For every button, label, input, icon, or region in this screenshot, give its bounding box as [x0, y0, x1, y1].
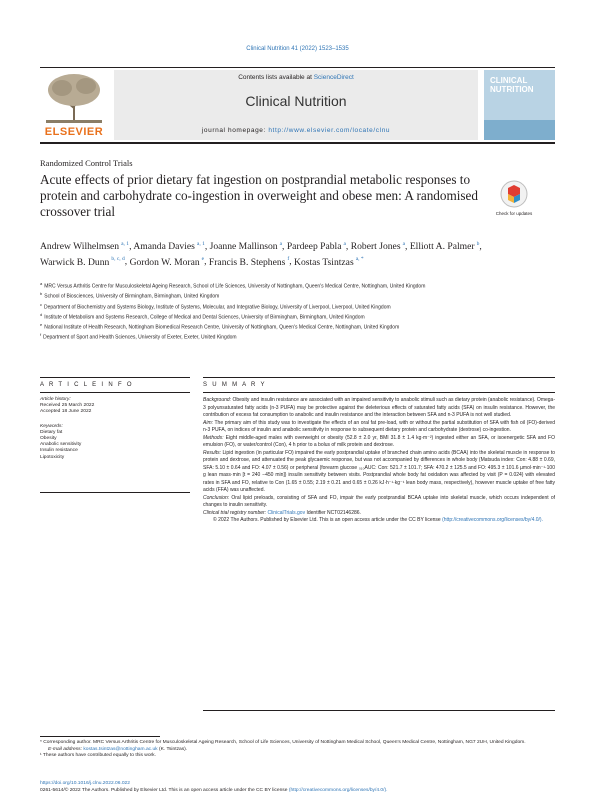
affiliation-text: School of Biosciences, University of Birmingham, Birmingham, United Kingdom [44, 293, 220, 300]
summary-sub-rule [203, 392, 555, 393]
affiliation-marker: f [40, 332, 42, 338]
conclusion-label: Conclusion: [203, 494, 230, 501]
sciencedirect-link[interactable]: ScienceDirect [313, 74, 354, 81]
contents-prefix: Contents lists available at [238, 74, 314, 81]
email-suffix: (K. Tsintzas). [159, 746, 188, 752]
author-name[interactable] [40, 241, 129, 252]
author-name[interactable] [287, 241, 346, 252]
conclusion-text: Oral lipid preloads, consisting of SFA and FO, impair the early postprandial BCAA uptake into skeletal muscle, which occurs independent of changes to insulin sensitivity. [203, 494, 555, 508]
author-name[interactable] [209, 257, 289, 268]
doi-link[interactable]: https://doi.org/10.1016/j.clnu.2022.06.022 [40, 781, 131, 786]
author-name[interactable] [40, 257, 125, 268]
affiliation-text: MRC Versus Arthritis Centre for Musculoskeletal Ageing Research, School of Life Sciences, University of Nottingham, Queen's Medical Centre, Nottingham, United Kingdom [44, 283, 426, 290]
author-name-text: Elliott A. Palmer [409, 241, 475, 253]
author-name-text: Kostas Tsintzas [294, 256, 354, 268]
registry-id: Identifier NCT02146286. [306, 509, 361, 516]
affiliation-list [40, 281, 510, 343]
article-info-bottom-rule [40, 492, 190, 493]
article-info [40, 397, 190, 461]
keyword-item: Obesity [40, 436, 57, 442]
aim-label: Aim: [203, 419, 213, 426]
footnotes [40, 740, 555, 760]
summary-background [203, 397, 555, 420]
author-affiliation-marker[interactable]: a, 1 [196, 241, 205, 247]
author-affiliation-marker[interactable]: a [343, 241, 346, 247]
summary-registry [203, 510, 555, 518]
affiliation-item [40, 322, 510, 331]
cover-title: CLINICAL NUTRITION [490, 76, 534, 94]
author-name-text: Francis B. Stephens [208, 256, 286, 268]
author-affiliation-marker[interactable]: f [287, 256, 290, 263]
summary-bottom-rule [203, 710, 555, 711]
keyword-item: Anabolic sensitivity [40, 442, 82, 448]
elsevier-wordmark: ELSEVIER [44, 126, 104, 138]
summary-heading: S U M M A R Y [203, 382, 267, 388]
keyword-item: Lipotoxicity [40, 454, 65, 460]
accepted-date: Accepted 18 June 2022 [40, 409, 92, 415]
author-name-text: Gordon W. Moran [129, 256, 200, 268]
article-info-top-rule [40, 377, 190, 378]
summary-conclusion [203, 495, 555, 510]
results-text: Lipid ingestion (in particular FO) impaired the early postprandial uptake of branched chain amino acids (BCAA) into the skeletal muscle in response to protein and dextrose, and attenuated the peak glycaemic response, but was not accompanied by differences in whole body (Matsuda index: Con: 4.88 ± 0.69, SFA: 5.10 ± 0.64 and FO: 4.07 ± 0.56) or peripheral (forearm glucose ₀₁₀AUC: Con: 521.7 ± 101.7; SFA: 470.2 ± 125.5 and FO: 495.3 ± 101.6 µmol·min⁻¹·100 g lean mass·min [t = 240 −450 min]) insulin sensitivity between visits. Postprandial whole body fat oxidation was affected by visit (P = 0.024) with elevated rates in SFA and FO, relative to Con (1.65 ± 0.55; 2.19 ± 0.21 and 0.65 ± 0.26 kJ·h⁻¹·kg⁻¹ lean body mass, respectively), however muscle uptake of free fatty acids (FFA) was unaffected. [203, 449, 555, 493]
license-link[interactable]: (http://creativecommons.org/licenses/by/4.0/). [442, 517, 543, 523]
contents-line [114, 74, 478, 81]
homepage-link[interactable]: http://www.elsevier.com/locate/clnu [268, 127, 391, 134]
received-date: Received 25 March 2022 [40, 403, 95, 409]
author-name-text: Pardeep Pabla [286, 241, 342, 253]
doi-license-text: 0261-5614/© 2022 The Authors. Published by Elsevier Ltd. This is an open access article under the CC BY license [40, 787, 288, 793]
doi-block [40, 781, 555, 794]
email-label: E-mail address: [48, 746, 82, 752]
author-affiliation-marker[interactable]: a, 1 [121, 241, 130, 247]
background-label: Background: [203, 397, 232, 403]
author-affiliation-marker[interactable]: e [201, 256, 205, 263]
summary-results [203, 450, 555, 495]
author-affiliation-marker[interactable]: a, * [355, 256, 364, 263]
section-type: Randomized Control Trials [40, 158, 133, 168]
aim-text: The primary aim of this study was to investigate the effects of an oral fat pre-load, with or without the partial substitution of SFA with fish oil (FO)-derived n-3 PUFA, on indices of insulin and anabolic sensitivity in response to subsequent dietary protein and carbohydrate (dextrose) co-ingestion. [203, 419, 555, 433]
corresponding-author-note: * Corresponding author. MRC Versus Arthritis Centre for Musculoskeletal Ageing Research, School of Life Sciences, University of Nottingham Medical School, Queen's Medical Centre, Nottingham, NG7 2UH, United Kingdom. [40, 740, 526, 745]
methods-text: Eight middle-aged males with overweight or obesity (52.8 ± 2.0 yr, BMI 31.8 ± 1.4 kg·m⁻²) ingested either an SFA, or isoenergetic SFA and FO emulsion (FO), or water/control (Con), 4 h prior to a bolus of milk protein and dextrose. [203, 434, 555, 448]
keyword-item: Insulin resistance [40, 448, 78, 454]
methods-label: Methods: [203, 434, 224, 441]
affiliation-text: Department of Sport and Health Sciences, University of Exeter, Exeter, United Kingdom [43, 334, 237, 341]
affiliation-marker: b [40, 291, 43, 297]
cover-band [484, 120, 555, 140]
affiliation-item [40, 281, 510, 290]
author-affiliation-marker[interactable]: a [279, 241, 283, 247]
keyword-list [40, 430, 190, 461]
author-affiliation-marker[interactable]: b, c, d [111, 256, 125, 263]
registry-link[interactable]: ClinicalTrials.gov [267, 509, 306, 516]
author-name-text: Warwick B. Dunn [40, 256, 110, 268]
summary-aim [203, 420, 555, 435]
author-affiliation-marker[interactable]: b [476, 241, 480, 247]
results-label: Results: [203, 449, 222, 456]
check-for-updates-icon[interactable] [499, 179, 529, 209]
journal-reference[interactable]: Clinical Nutrition 41 (2022) 1523–1535 [246, 46, 349, 52]
keywords-label: Keywords: [40, 423, 63, 429]
author-name-text: Robert Jones [350, 241, 401, 253]
author-name[interactable] [133, 241, 205, 252]
summary-copyright [203, 517, 555, 525]
check-for-updates-label[interactable]: Check for updates [495, 211, 533, 216]
affiliation-text: National Institute of Health Research, Nottingham Biomedical Research Centre, University of Nottingham, Queen's Medical Centre, Nottingham, United Kingdom [44, 324, 400, 331]
header-thick-rule [40, 142, 555, 144]
affiliation-marker: c [40, 301, 42, 307]
author-affiliation-marker[interactable]: a [402, 241, 406, 247]
journal-homepage [114, 127, 478, 134]
article-info-sub-rule [40, 392, 190, 393]
doi-license-link[interactable]: (http://creativecommons.org/licenses/by/4.0/). [288, 787, 388, 793]
affiliation-item [40, 291, 510, 300]
author-name-text: Andrew Wilhelmsen [40, 241, 120, 253]
affiliation-item [40, 332, 510, 341]
affiliation-text: Department of Biochemistry and Systems Biology, Institute of Systems, Molecular, and Integrative Biology, University of Liverpool, Liverpool, United Kingdom [44, 304, 391, 311]
summary-methods [203, 435, 555, 450]
email-link[interactable]: kostas.tsintzas@nottingham.ac.uk [83, 746, 158, 752]
author-name[interactable] [210, 241, 282, 252]
author-name[interactable] [130, 257, 205, 268]
affiliation-marker: d [40, 311, 43, 317]
summary-top-rule [203, 377, 555, 378]
homepage-prefix: journal homepage: [201, 127, 269, 134]
author-name[interactable] [294, 257, 364, 268]
author-name-text: Amanda Davies [133, 241, 195, 253]
author-name[interactable] [351, 241, 405, 252]
author-name[interactable] [410, 241, 480, 252]
background-text: Obesity and insulin resistance are associated with an impaired sensitivity to anabolic stimuli such as dietary protein (anabolic resistance). Omega-3 polyunsaturated fatty acids (n-3 PUFA) may be protective against the deleterious effects of saturated fatty acids (SFA) on insulin resistance. However, the contribution of excess fat consumption to anabolic and insulin resistance and the interaction between SFA and n-3 PUFA is not well studied. [203, 397, 555, 418]
registry-label: Clinical trial registry number: [203, 509, 267, 516]
affiliation-item [40, 312, 510, 321]
journal-name: Clinical Nutrition [245, 93, 347, 109]
history-label: Article history: [40, 397, 71, 402]
affiliation-marker: e [40, 322, 43, 327]
article-title: Acute effects of prior dietary fat ingestion on postprandial metabolic responses to protein and carbohydrate co-ingestion in overweight and obese men: A randomised crossover trial [40, 172, 478, 219]
journal-cover-thumbnail[interactable] [484, 70, 555, 140]
header-rule [40, 67, 555, 68]
footnote-rule [40, 736, 160, 737]
summary-body [203, 397, 555, 525]
affiliation-marker: a [40, 281, 43, 286]
copyright-text: © 2022 The Authors. Published by Elsevier Ltd. This is an open access article under the CC BY license [213, 517, 441, 523]
affiliation-text: Institute of Metabolism and Systems Research, College of Medical and Dental Sciences, University of Birmingham, Birmingham, United Kingdom [44, 314, 365, 321]
keyword-item: Dietary fat [40, 429, 63, 435]
article-info-heading: A R T I C L E I N F O [40, 382, 134, 388]
author-name-text: Joanne Mallinson [209, 241, 278, 253]
affiliation-item [40, 302, 510, 311]
author-list: Andrew Wilhelmsen $^{a, 1}$, Amanda Davies $^{a, 1}$, Joanne Mallinson $^a$, Pardeep Pabla $^a$, Robert Jones $^a$, Elliott A. Palmer $^b$, Warwick B. Dunn $^{b, c, d}$, Gordon W. Moran $^e$, Francis B. Stephens $^f$, Kostas Tsintzas $^{a, *}$ [40, 241, 482, 268]
doi-license-line [40, 788, 555, 794]
equal-contribution-note: ¹ These authors have contributed equally to this work. [40, 753, 156, 759]
